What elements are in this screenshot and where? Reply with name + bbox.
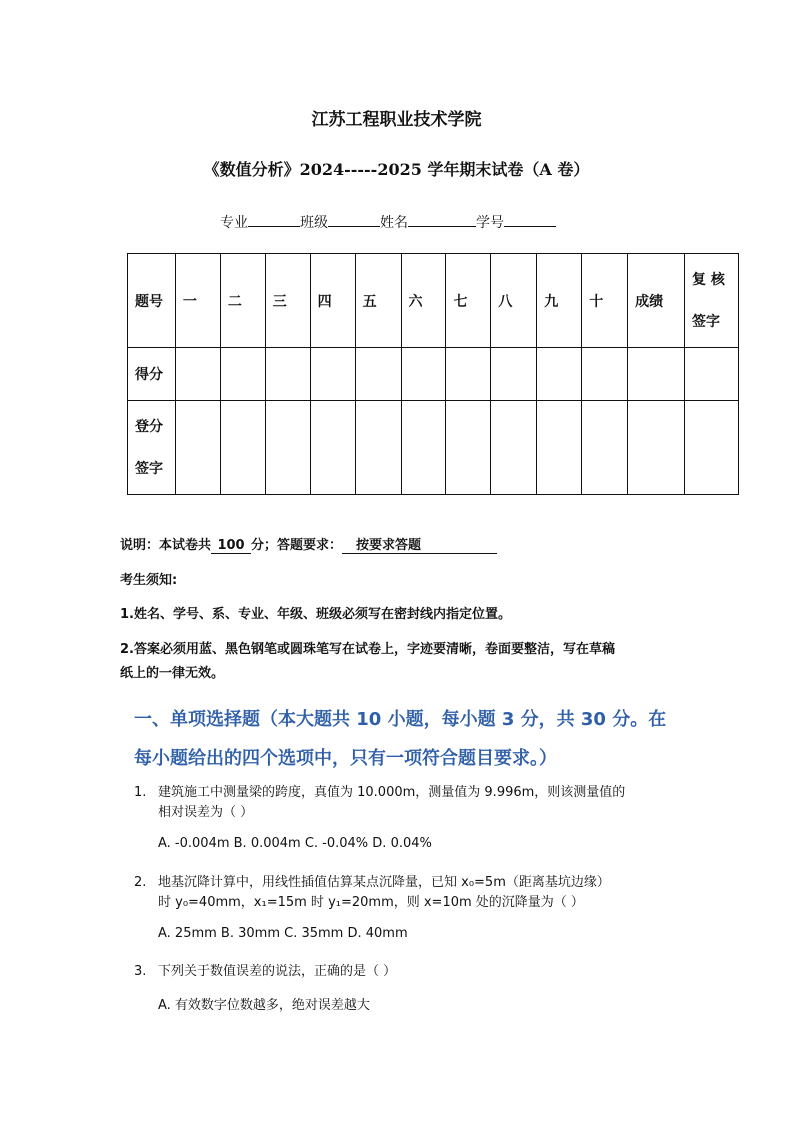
- table-row-question-numbers: [128, 254, 739, 348]
- column-header: 一: [175, 254, 220, 348]
- signature-cell[interactable]: [628, 401, 685, 495]
- class-blank[interactable]: [328, 212, 380, 227]
- column-header: 五: [355, 254, 401, 348]
- signature-cell[interactable]: [491, 401, 537, 495]
- signature-cell[interactable]: [175, 401, 220, 495]
- signature-cell[interactable]: [355, 401, 401, 495]
- column-header: 四: [310, 254, 355, 348]
- score-cell[interactable]: [355, 348, 401, 401]
- question-3-options: A. 有效数字位数越多，绝对误差越大: [158, 998, 370, 1013]
- score-table: [127, 253, 739, 495]
- column-header: 六: [401, 254, 446, 348]
- student-id-blank[interactable]: [504, 212, 556, 227]
- table-row-scores: [128, 348, 739, 401]
- column-header: 七: [446, 254, 491, 348]
- score-cell[interactable]: [491, 348, 537, 401]
- question-number: 3.: [134, 964, 147, 979]
- signature-cell[interactable]: [537, 401, 582, 495]
- school-name: 江苏工程职业技术学院: [311, 110, 482, 130]
- score-cell[interactable]: [310, 348, 355, 401]
- student-id-label: 学号: [476, 215, 504, 231]
- section-heading-line1: 一、单项选择题（本大题共 10 小题，每小题 3 分，共 30 分。在: [134, 709, 667, 730]
- column-header: 八: [491, 254, 537, 348]
- student-info-line: [220, 212, 556, 232]
- question-3: [134, 960, 396, 979]
- desc-prefix: 说明：本试卷共: [120, 538, 212, 553]
- question-text: 下列关于数值误差的说法，正确的是（ ）: [158, 964, 397, 979]
- score-cell[interactable]: [446, 348, 491, 401]
- column-header: 三: [265, 254, 310, 348]
- rule-2-line2: 纸上的一律无效。: [120, 666, 225, 681]
- signature-cell[interactable]: [220, 401, 265, 495]
- column-header: 二: [220, 254, 265, 348]
- score-cell[interactable]: [175, 348, 220, 401]
- signature-cell[interactable]: [446, 401, 491, 495]
- signature-cell[interactable]: [582, 401, 628, 495]
- row-label-score: 得分: [128, 348, 176, 401]
- question-number: 1.: [134, 785, 147, 800]
- desc-mid: 分；答题要求：: [251, 538, 343, 553]
- question-1-line2: 相对误差为（ ）: [158, 805, 254, 820]
- score-cell[interactable]: [628, 348, 685, 401]
- row-label-question-no: 题号: [128, 254, 176, 348]
- answer-requirement: 按要求答题: [342, 534, 497, 554]
- question-text: 建筑施工中测量梁的跨度，真值为 10.000m，测量值为 9.996m，则该测量值的: [158, 785, 626, 800]
- sign-line1: 登分: [135, 418, 163, 435]
- column-header: 九: [537, 254, 582, 348]
- table-row-signatures: [128, 401, 739, 495]
- row-label-sign: [128, 401, 176, 495]
- name-blank[interactable]: [408, 212, 476, 227]
- question-number: 2.: [134, 875, 147, 890]
- exam-description: [120, 534, 497, 554]
- score-cell[interactable]: [685, 348, 739, 401]
- score-cell[interactable]: [582, 348, 628, 401]
- question-1-options: A. -0.004m B. 0.004m C. -0.04% D. 0.04%: [158, 836, 432, 851]
- question-text: 地基沉降计算中，用线性插值估算某点沉降量，已知 x₀=5m（距离基坑边缘）: [158, 875, 610, 890]
- signature-cell[interactable]: [685, 401, 739, 495]
- score-cell[interactable]: [401, 348, 446, 401]
- signature-cell[interactable]: [265, 401, 310, 495]
- exam-title: 《数值分析》2024-----2025 学年期末试卷（A 卷）: [203, 160, 590, 179]
- question-2: [134, 871, 610, 890]
- signature-cell[interactable]: [401, 401, 446, 495]
- question-2-options: A. 25mm B. 30mm C. 35mm D. 40mm: [158, 926, 408, 941]
- name-label: 姓名: [380, 215, 408, 231]
- score-cell[interactable]: [537, 348, 582, 401]
- sign-line2: 签字: [135, 460, 163, 477]
- major-blank[interactable]: [248, 212, 300, 227]
- signature-cell[interactable]: [310, 401, 355, 495]
- column-header-review: [685, 254, 739, 348]
- review-line2: 签字: [692, 313, 721, 330]
- question-1: [134, 781, 625, 800]
- column-header-total: 成绩: [628, 254, 685, 348]
- class-label: 班级: [300, 215, 328, 231]
- score-cell[interactable]: [220, 348, 265, 401]
- section-heading-line2: 每小题给出的四个选项中，只有一项符合题目要求。）: [134, 748, 557, 769]
- major-label: 专业: [220, 215, 248, 231]
- total-points: 100: [211, 538, 251, 554]
- rule-1: 1.姓名、学号、系、专业、年级、班级必须写在密封线内指定位置。: [120, 607, 511, 622]
- notice-title: 考生须知:: [120, 573, 178, 588]
- review-line1: 复 核: [692, 271, 725, 288]
- score-cell[interactable]: [265, 348, 310, 401]
- question-2-line2: 时 y₀=40mm，x₁=15m 时 y₁=20mm，则 x=10m 处的沉降量为（ ）: [158, 895, 584, 910]
- column-header: 十: [582, 254, 628, 348]
- rule-2-line1: 2.答案必须用蓝、黑色钢笔或圆珠笔写在试卷上，字迹要清晰，卷面要整洁，写在草稿: [120, 642, 615, 657]
